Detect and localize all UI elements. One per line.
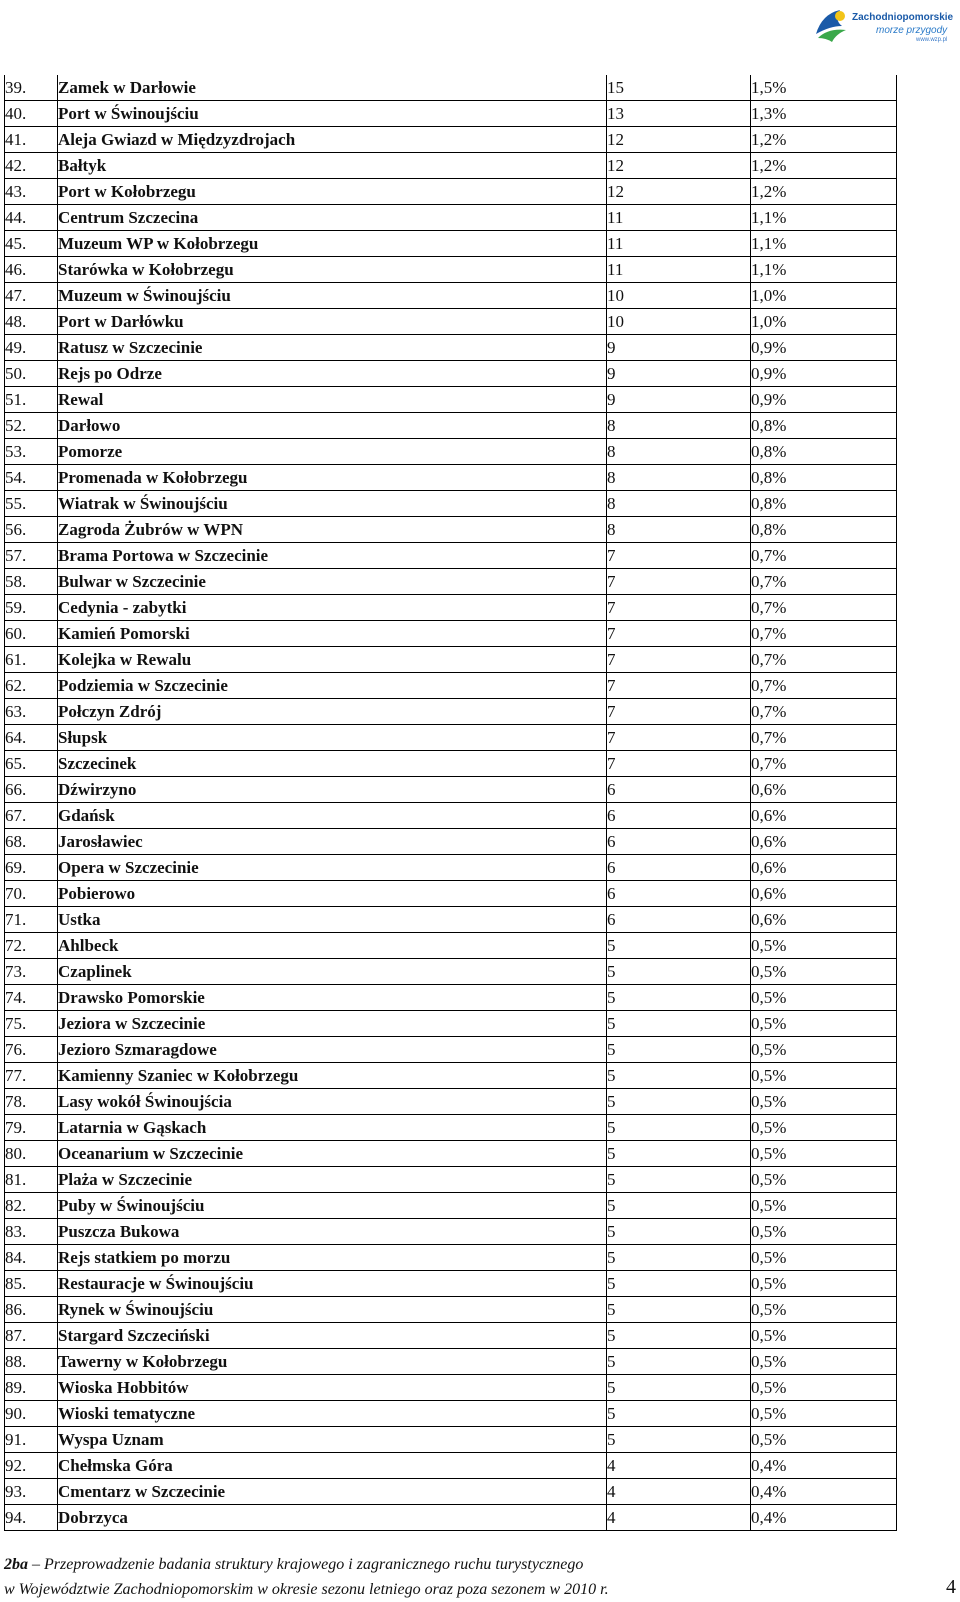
response-count: 8 [607, 465, 751, 491]
table-row [5, 1427, 897, 1453]
row-number: 59. [5, 595, 58, 621]
response-count: 8 [607, 413, 751, 439]
row-number: 54. [5, 465, 58, 491]
response-percent: 0,6% [751, 803, 897, 829]
attraction-name: Aleja Gwiazd w Międzyzdrojach [58, 127, 607, 153]
attraction-name: Promenada w Kołobrzegu [58, 465, 607, 491]
logo-tagline: morze przygody [876, 25, 948, 36]
table-row [5, 595, 897, 621]
response-percent: 0,5% [751, 1271, 897, 1297]
attraction-name: Port w Świnoujściu [58, 101, 607, 127]
table-row [5, 283, 897, 309]
attraction-name: Lasy wokół Świnoujścia [58, 1089, 607, 1115]
row-number: 78. [5, 1089, 58, 1115]
table-row [5, 1271, 897, 1297]
response-count: 8 [607, 517, 751, 543]
response-percent: 0,7% [751, 595, 897, 621]
response-count: 5 [607, 1011, 751, 1037]
attraction-name: Port w Darłówku [58, 309, 607, 335]
table-row [5, 543, 897, 569]
response-count: 5 [607, 1401, 751, 1427]
response-percent: 0,5% [751, 1219, 897, 1245]
response-count: 9 [607, 335, 751, 361]
response-count: 11 [607, 231, 751, 257]
row-number: 90. [5, 1401, 58, 1427]
table-row [5, 387, 897, 413]
row-number: 92. [5, 1453, 58, 1479]
response-count: 4 [607, 1479, 751, 1505]
attraction-name: Stargard Szczeciński [58, 1323, 607, 1349]
attraction-name: Centrum Szczecina [58, 205, 607, 231]
attraction-name: Jezioro Szmaragdowe [58, 1037, 607, 1063]
response-count: 7 [607, 699, 751, 725]
response-count: 12 [607, 179, 751, 205]
attraction-name: Szczecinek [58, 751, 607, 777]
response-percent: 0,5% [751, 1323, 897, 1349]
row-number: 55. [5, 491, 58, 517]
response-count: 5 [607, 1245, 751, 1271]
attraction-name: Połczyn Zdrój [58, 699, 607, 725]
response-count: 15 [607, 75, 751, 101]
response-percent: 0,7% [751, 569, 897, 595]
response-percent: 0,9% [751, 335, 897, 361]
row-number: 65. [5, 751, 58, 777]
table-row [5, 569, 897, 595]
response-count: 5 [607, 985, 751, 1011]
attraction-name: Rewal [58, 387, 607, 413]
attraction-name: Drawsko Pomorskie [58, 985, 607, 1011]
response-count: 6 [607, 881, 751, 907]
attractions-table-body [5, 75, 897, 1531]
response-percent: 0,5% [751, 1115, 897, 1141]
response-count: 9 [607, 387, 751, 413]
response-count: 10 [607, 309, 751, 335]
row-number: 87. [5, 1323, 58, 1349]
attraction-name: Kamień Pomorski [58, 621, 607, 647]
row-number: 89. [5, 1375, 58, 1401]
response-count: 10 [607, 283, 751, 309]
response-percent: 0,8% [751, 517, 897, 543]
response-percent: 0,5% [751, 1427, 897, 1453]
row-number: 73. [5, 959, 58, 985]
response-percent: 0,6% [751, 829, 897, 855]
row-number: 86. [5, 1297, 58, 1323]
row-number: 74. [5, 985, 58, 1011]
response-count: 6 [607, 777, 751, 803]
response-count: 7 [607, 725, 751, 751]
response-percent: 0,5% [751, 985, 897, 1011]
attraction-name: Ahlbeck [58, 933, 607, 959]
page-footer [4, 1552, 609, 1602]
attraction-name: Dobrzyca [58, 1505, 607, 1531]
attraction-name: Chełmska Góra [58, 1453, 607, 1479]
attraction-name: Rejs statkiem po morzu [58, 1245, 607, 1271]
response-percent: 0,7% [751, 725, 897, 751]
response-count: 5 [607, 1037, 751, 1063]
response-count: 5 [607, 1219, 751, 1245]
attraction-name: Darłowo [58, 413, 607, 439]
response-percent: 0,7% [751, 543, 897, 569]
table-row [5, 1011, 897, 1037]
response-percent: 0,5% [751, 1063, 897, 1089]
response-percent: 0,8% [751, 491, 897, 517]
row-number: 50. [5, 361, 58, 387]
row-number: 88. [5, 1349, 58, 1375]
attraction-name: Kolejka w Rewalu [58, 647, 607, 673]
response-percent: 0,9% [751, 361, 897, 387]
attractions-table [4, 75, 897, 1531]
table-row [5, 933, 897, 959]
attraction-name: Bałtyk [58, 153, 607, 179]
footer-title-1: Przeprowadzenie badania struktury krajowego i zagranicznego ruchu turystycznego [44, 1556, 584, 1573]
response-count: 4 [607, 1453, 751, 1479]
table-row [5, 1115, 897, 1141]
attraction-name: Muzeum w Świnoujściu [58, 283, 607, 309]
response-percent: 0,5% [751, 1349, 897, 1375]
row-number: 44. [5, 205, 58, 231]
response-percent: 0,5% [751, 1037, 897, 1063]
attraction-name: Rejs po Odrze [58, 361, 607, 387]
response-count: 7 [607, 621, 751, 647]
attraction-name: Czaplinek [58, 959, 607, 985]
row-number: 75. [5, 1011, 58, 1037]
table-row [5, 517, 897, 543]
attraction-name: Rynek w Świnoujściu [58, 1297, 607, 1323]
response-count: 13 [607, 101, 751, 127]
response-percent: 1,1% [751, 231, 897, 257]
table-row [5, 985, 897, 1011]
response-count: 5 [607, 1193, 751, 1219]
attraction-name: Kamienny Szaniec w Kołobrzegu [58, 1063, 607, 1089]
response-percent: 0,8% [751, 465, 897, 491]
response-count: 6 [607, 829, 751, 855]
response-percent: 0,6% [751, 855, 897, 881]
attraction-name: Opera w Szczecinie [58, 855, 607, 881]
table-row [5, 1453, 897, 1479]
table-row [5, 673, 897, 699]
table-row [5, 179, 897, 205]
response-count: 5 [607, 1323, 751, 1349]
attraction-name: Cedynia - zabytki [58, 595, 607, 621]
table-row [5, 1089, 897, 1115]
response-count: 7 [607, 543, 751, 569]
response-count: 5 [607, 1427, 751, 1453]
row-number: 81. [5, 1167, 58, 1193]
response-percent: 0,9% [751, 387, 897, 413]
response-percent: 0,5% [751, 1297, 897, 1323]
table-row [5, 361, 897, 387]
logo-brand-text: Zachodniopomorskie [852, 12, 954, 23]
row-number: 69. [5, 855, 58, 881]
attraction-name: Oceanarium w Szczecinie [58, 1141, 607, 1167]
response-percent: 0,5% [751, 1167, 897, 1193]
attraction-name: Wioski tematyczne [58, 1401, 607, 1427]
row-number: 62. [5, 673, 58, 699]
attraction-name: Tawerny w Kołobrzegu [58, 1349, 607, 1375]
response-percent: 1,3% [751, 101, 897, 127]
response-percent: 0,7% [751, 647, 897, 673]
table-row [5, 309, 897, 335]
attraction-name: Jarosławiec [58, 829, 607, 855]
response-percent: 0,6% [751, 777, 897, 803]
attraction-name: Słupsk [58, 725, 607, 751]
attraction-name: Starówka w Kołobrzegu [58, 257, 607, 283]
row-number: 49. [5, 335, 58, 361]
row-number: 42. [5, 153, 58, 179]
row-number: 60. [5, 621, 58, 647]
response-count: 5 [607, 1167, 751, 1193]
table-row [5, 439, 897, 465]
attraction-name: Brama Portowa w Szczecinie [58, 543, 607, 569]
table-row [5, 1219, 897, 1245]
table-row [5, 855, 897, 881]
response-percent: 0,6% [751, 881, 897, 907]
attraction-name: Puby w Świnoujściu [58, 1193, 607, 1219]
footer-line-2: w Województwie Zachodniopomorskim w okresie sezonu letniego oraz poza sezonem w 2010 r. [4, 1581, 609, 1598]
table-row [5, 959, 897, 985]
table-row [5, 1193, 897, 1219]
row-number: 80. [5, 1141, 58, 1167]
row-number: 63. [5, 699, 58, 725]
attraction-name: Puszcza Bukowa [58, 1219, 607, 1245]
row-number: 94. [5, 1505, 58, 1531]
attraction-name: Port w Kołobrzegu [58, 179, 607, 205]
row-number: 67. [5, 803, 58, 829]
response-percent: 0,8% [751, 413, 897, 439]
response-count: 5 [607, 1297, 751, 1323]
response-percent: 1,2% [751, 127, 897, 153]
attraction-name: Podziemia w Szczecinie [58, 673, 607, 699]
response-count: 5 [607, 933, 751, 959]
table-row [5, 127, 897, 153]
attraction-name: Latarnia w Gąskach [58, 1115, 607, 1141]
response-count: 7 [607, 595, 751, 621]
attraction-name: Plaża w Szczecinie [58, 1167, 607, 1193]
row-number: 43. [5, 179, 58, 205]
row-number: 72. [5, 933, 58, 959]
table-row [5, 1349, 897, 1375]
page-number: 4 [946, 1576, 956, 1598]
response-percent: 1,2% [751, 179, 897, 205]
response-count: 6 [607, 907, 751, 933]
response-count: 7 [607, 647, 751, 673]
response-percent: 1,1% [751, 257, 897, 283]
response-percent: 0,7% [751, 751, 897, 777]
table-row [5, 829, 897, 855]
row-number: 82. [5, 1193, 58, 1219]
attraction-name: Dźwirzyno [58, 777, 607, 803]
table-row [5, 621, 897, 647]
table-row [5, 153, 897, 179]
logo-emblem-icon [812, 4, 852, 44]
row-number: 41. [5, 127, 58, 153]
response-percent: 0,5% [751, 1011, 897, 1037]
table-row [5, 699, 897, 725]
table-row [5, 1037, 897, 1063]
attraction-name: Zagroda Żubrów w WPN [58, 517, 607, 543]
response-count: 7 [607, 751, 751, 777]
row-number: 85. [5, 1271, 58, 1297]
table-row [5, 777, 897, 803]
row-number: 76. [5, 1037, 58, 1063]
attraction-name: Cmentarz w Szczecinie [58, 1479, 607, 1505]
table-row [5, 1167, 897, 1193]
row-number: 40. [5, 101, 58, 127]
response-count: 12 [607, 127, 751, 153]
attraction-name: Pomorze [58, 439, 607, 465]
attraction-name: Ustka [58, 907, 607, 933]
response-count: 11 [607, 257, 751, 283]
response-percent: 0,5% [751, 1089, 897, 1115]
table-row [5, 1323, 897, 1349]
table-row [5, 335, 897, 361]
response-percent: 0,4% [751, 1479, 897, 1505]
table-row [5, 257, 897, 283]
row-number: 71. [5, 907, 58, 933]
table-row [5, 413, 897, 439]
table-row [5, 1245, 897, 1271]
table-row [5, 1063, 897, 1089]
table-row [5, 1141, 897, 1167]
attraction-name: Pobierowo [58, 881, 607, 907]
response-count: 12 [607, 153, 751, 179]
response-count: 5 [607, 1271, 751, 1297]
row-number: 77. [5, 1063, 58, 1089]
table-row [5, 1479, 897, 1505]
row-number: 53. [5, 439, 58, 465]
response-count: 11 [607, 205, 751, 231]
attraction-name: Bulwar w Szczecinie [58, 569, 607, 595]
table-row [5, 101, 897, 127]
row-number: 83. [5, 1219, 58, 1245]
table-row [5, 1375, 897, 1401]
response-count: 7 [607, 673, 751, 699]
response-count: 6 [607, 855, 751, 881]
row-number: 51. [5, 387, 58, 413]
table-row [5, 751, 897, 777]
response-count: 5 [607, 1349, 751, 1375]
attraction-name: Zamek w Darłowie [58, 75, 607, 101]
response-percent: 0,5% [751, 1375, 897, 1401]
table-row [5, 907, 897, 933]
response-percent: 0,5% [751, 959, 897, 985]
row-number: 48. [5, 309, 58, 335]
row-number: 57. [5, 543, 58, 569]
response-percent: 1,2% [751, 153, 897, 179]
row-number: 68. [5, 829, 58, 855]
attraction-name: Muzeum WP w Kołobrzegu [58, 231, 607, 257]
response-count: 5 [607, 1115, 751, 1141]
row-number: 58. [5, 569, 58, 595]
row-number: 52. [5, 413, 58, 439]
attraction-name: Wyspa Uznam [58, 1427, 607, 1453]
response-count: 5 [607, 1141, 751, 1167]
table-row [5, 647, 897, 673]
response-percent: 0,7% [751, 699, 897, 725]
row-number: 70. [5, 881, 58, 907]
table-row [5, 1297, 897, 1323]
response-percent: 1,1% [751, 205, 897, 231]
table-row [5, 465, 897, 491]
table-row [5, 881, 897, 907]
response-count: 5 [607, 959, 751, 985]
table-row [5, 75, 897, 101]
table-row [5, 231, 897, 257]
row-number: 93. [5, 1479, 58, 1505]
response-percent: 0,5% [751, 933, 897, 959]
response-percent: 1,0% [751, 309, 897, 335]
row-number: 84. [5, 1245, 58, 1271]
response-count: 8 [607, 439, 751, 465]
row-number: 61. [5, 647, 58, 673]
table-row [5, 1401, 897, 1427]
response-count: 9 [607, 361, 751, 387]
response-percent: 0,4% [751, 1505, 897, 1531]
response-percent: 0,5% [751, 1245, 897, 1271]
row-number: 47. [5, 283, 58, 309]
response-count: 4 [607, 1505, 751, 1531]
response-percent: 0,5% [751, 1193, 897, 1219]
attraction-name: Jeziora w Szczecinie [58, 1011, 607, 1037]
response-count: 5 [607, 1375, 751, 1401]
response-percent: 0,4% [751, 1453, 897, 1479]
attraction-name: Wiatrak w Świnoujściu [58, 491, 607, 517]
attraction-name: Gdańsk [58, 803, 607, 829]
row-number: 91. [5, 1427, 58, 1453]
attraction-name: Wioska Hobbitów [58, 1375, 607, 1401]
table-row [5, 803, 897, 829]
table-row [5, 1505, 897, 1531]
row-number: 56. [5, 517, 58, 543]
row-number: 79. [5, 1115, 58, 1141]
response-count: 5 [607, 1089, 751, 1115]
table-row [5, 205, 897, 231]
response-percent: 0,5% [751, 1141, 897, 1167]
response-percent: 0,7% [751, 673, 897, 699]
row-number: 45. [5, 231, 58, 257]
zachodniopomorskie-logo [812, 4, 952, 48]
response-count: 5 [607, 1063, 751, 1089]
response-count: 8 [607, 491, 751, 517]
row-number: 66. [5, 777, 58, 803]
row-number: 39. [5, 75, 58, 101]
response-percent: 1,0% [751, 283, 897, 309]
footer-code: 2ba [4, 1556, 28, 1573]
footer-line-1: 2ba – Przeprowadzenie badania struktury krajowego i zagranicznego ruchu turystycznego [4, 1556, 584, 1573]
table-row [5, 491, 897, 517]
response-percent: 0,8% [751, 439, 897, 465]
attraction-name: Restauracje w Świnoujściu [58, 1271, 607, 1297]
response-percent: 0,7% [751, 621, 897, 647]
row-number: 46. [5, 257, 58, 283]
attraction-name: Ratusz w Szczecinie [58, 335, 607, 361]
response-count: 6 [607, 803, 751, 829]
row-number: 64. [5, 725, 58, 751]
response-percent: 0,6% [751, 907, 897, 933]
logo-url: www.wzp.pl [916, 37, 948, 43]
response-percent: 0,5% [751, 1401, 897, 1427]
table-row [5, 725, 897, 751]
response-percent: 1,5% [751, 75, 897, 101]
response-count: 7 [607, 569, 751, 595]
